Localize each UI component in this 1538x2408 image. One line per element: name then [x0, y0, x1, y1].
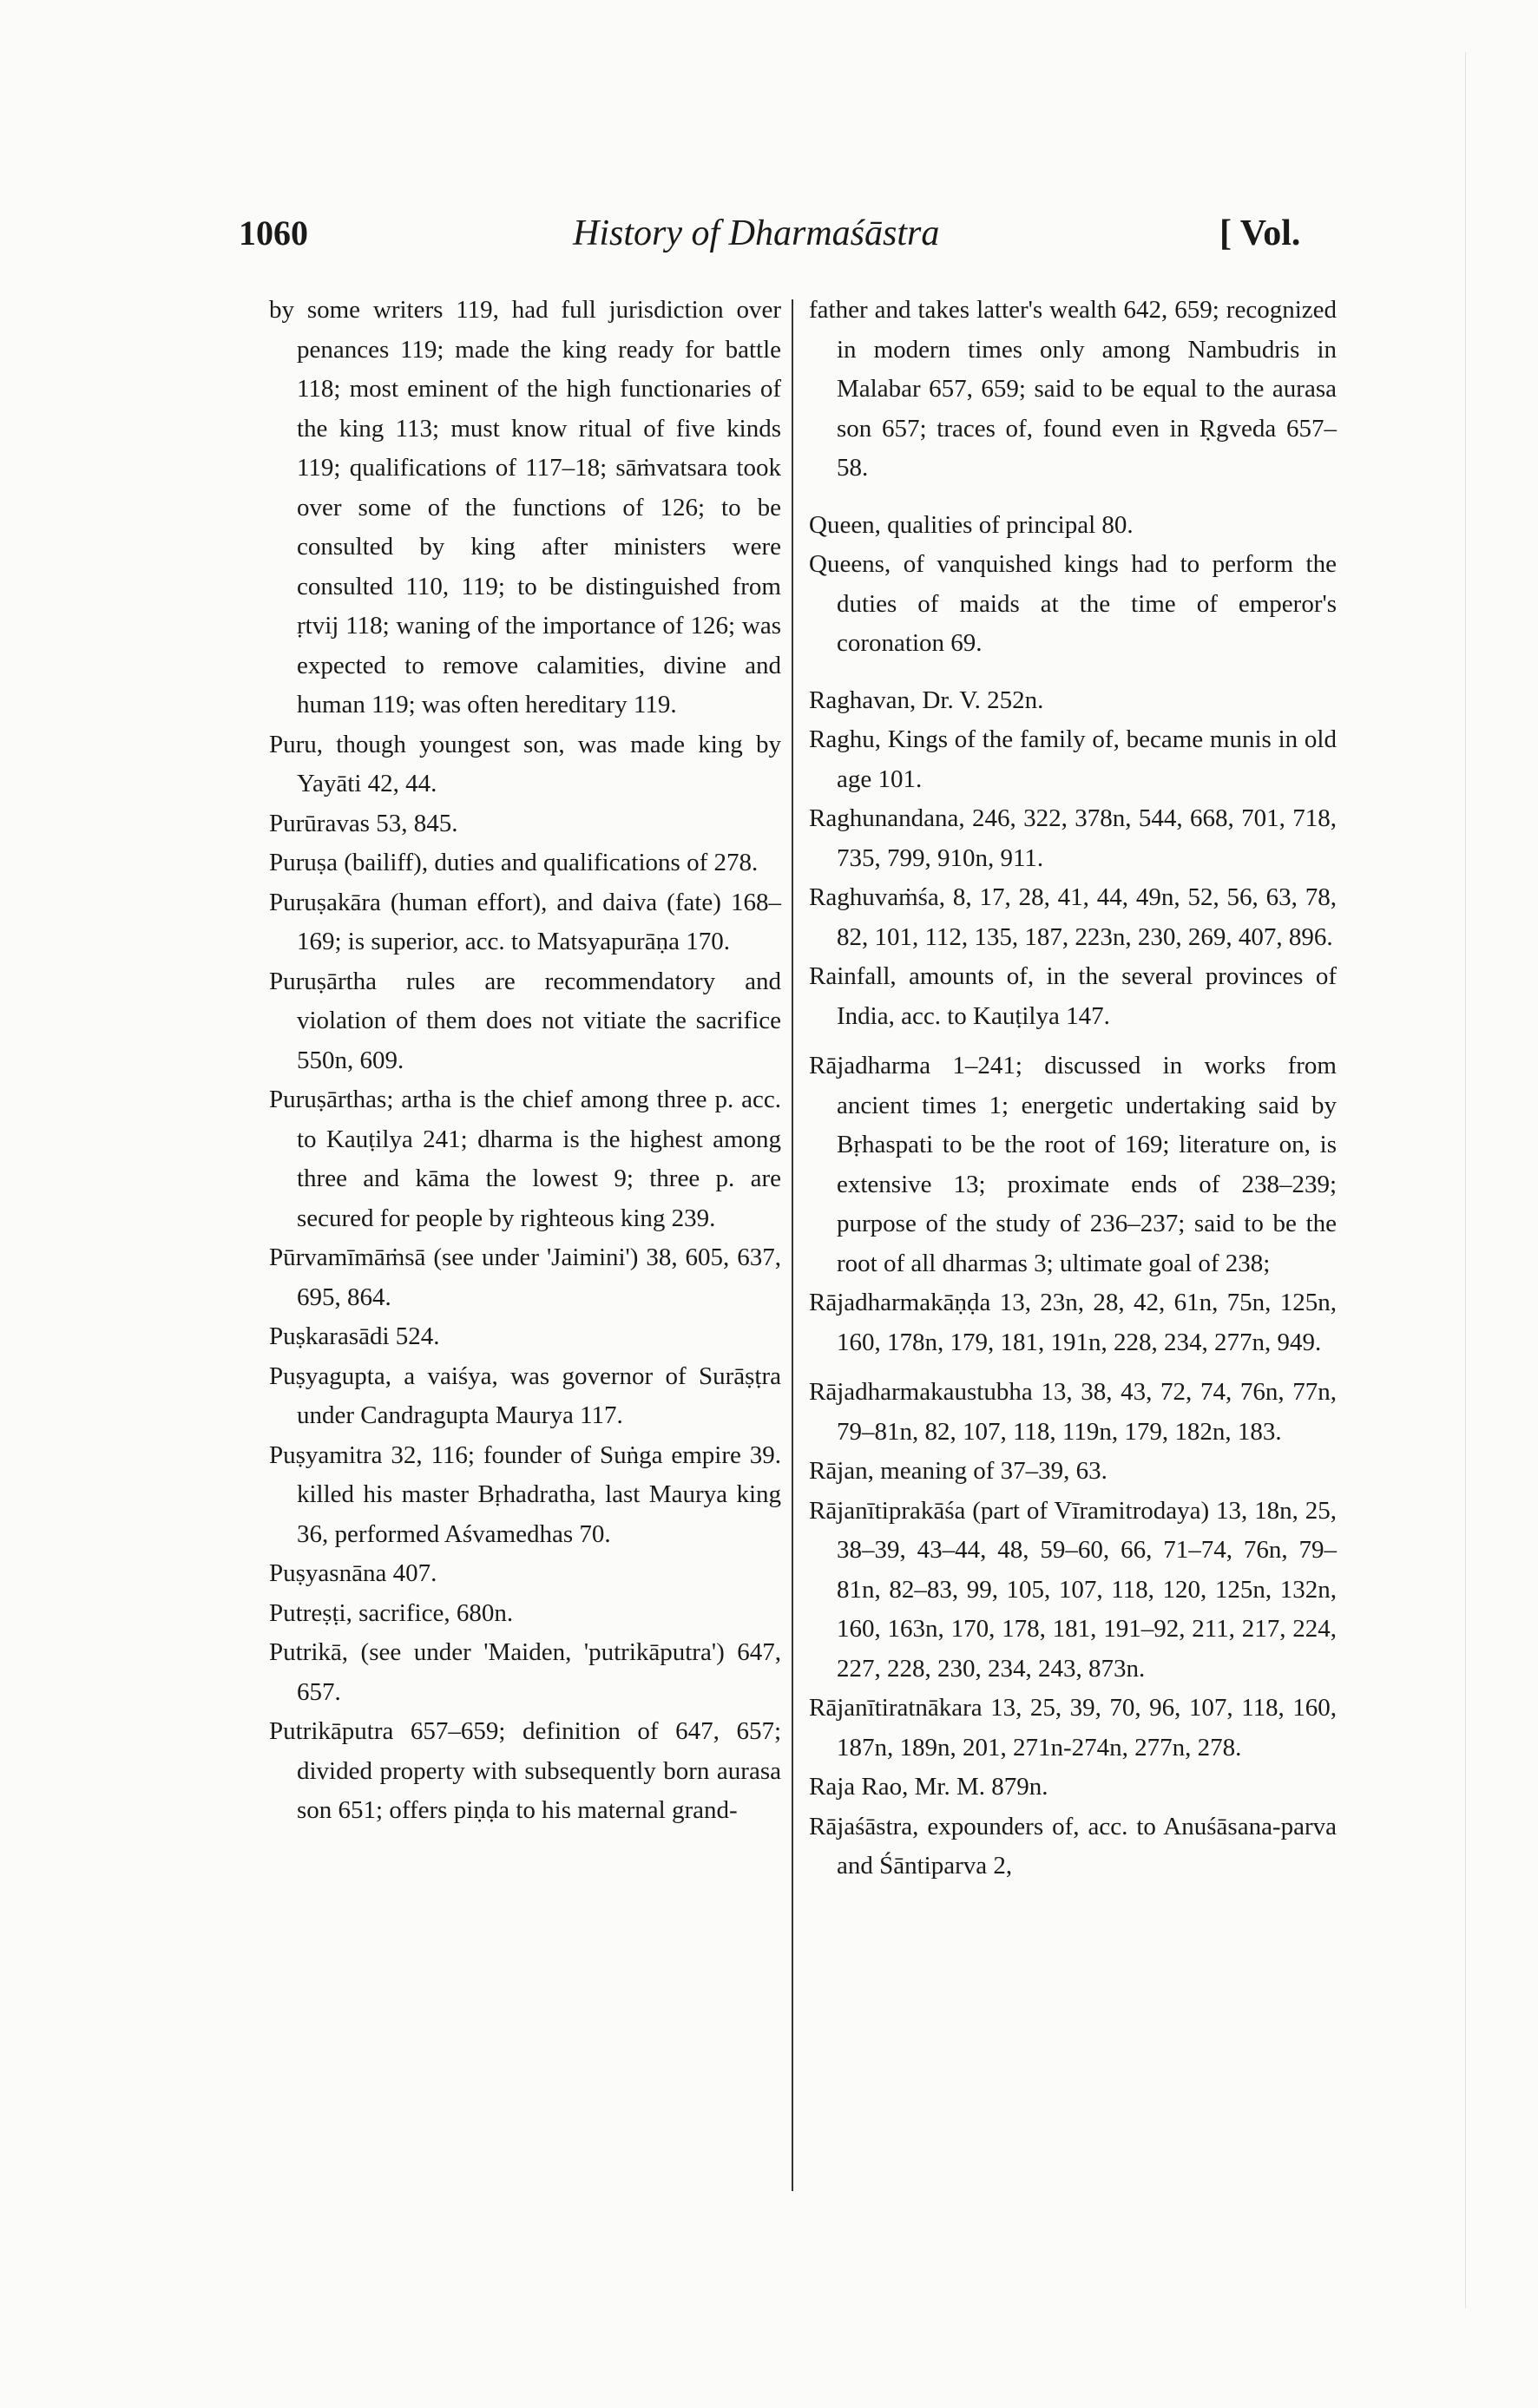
right-column [809, 291, 1337, 1886]
index-entry: Rājadharmakaustubha 13, 38, 43, 72, 74, 76n, 77n, 79–81n, 82, 107, 118, 119n, 179, 182n, 183. [809, 1378, 1337, 1446]
index-entry: Rainfall, amounts of, in the several provinces of India, acc. to Kauṭilya 147. [809, 962, 1337, 1030]
index-entry: Rājanītiprakāśa (part of Vīramitrodaya) 13, 18n, 25, 38–39, 43–44, 48, 59–60, 66, 71–74, 76n, 79–81n, 82–83, 99, 105, 107, 118, 120, 125n, 132n, 160, 163n, 170, 178, 181, 191–92, 211, 217, 224, 227, 228, 230, 234, 243, 873n. [809, 1496, 1337, 1683]
index-entry: Rājadharma 1–241; discussed in works from ancient times 1; energetic undertaking said by Bṛhaspati to be the root of 169; literature on, is extensive 13; proximate ends of 238–239; purpose of the study of 236–237; said to be the root of all dharmas 3; ultimate goal of 238; [809, 1052, 1337, 1277]
index-entry: Puruṣa (bailiff), duties and qualifications of 278. [269, 849, 759, 876]
page-number: 1060 [239, 213, 308, 253]
index-entry: Puru, though youngest son, was made king by Yayāti 42, 44. [269, 730, 781, 797]
index-entry: Raja Rao, Mr. M. 879n. [809, 1773, 1048, 1801]
index-entry: Puṣyasnāna 407. [269, 1559, 437, 1587]
index-entry: Puṣkarasādi 524. [269, 1322, 440, 1350]
index-entry: Puṣyagupta, a vaiśya, was governor of Surāṣṭra under Candragupta Maurya 117. [269, 1361, 781, 1429]
index-entry: Rājan, meaning of 37–39, 63. [809, 1457, 1107, 1485]
running-title: History of Dharmaśāstra [573, 213, 940, 253]
index-entry: Rājadharmakāṇḍa 13, 23n, 28, 42, 61n, 75n, 125n, 160, 178n, 179, 181, 191n, 228, 234, 277n, 949. [809, 1289, 1337, 1356]
index-entry: Rājaśāstra, expounders of, acc. to Anuśāsana-parva and Śāntiparva 2, [809, 1812, 1337, 1880]
left-column [269, 291, 781, 1831]
index-entry: Raghavan, Dr. V. 252n. [809, 686, 1044, 714]
index-entry: father and takes latter's wealth 642, 659; recognized in modern times only among Nambudris in Malabar 657, 659; said to be equal to the aurasa son 657; traces of, found even in Ṛgveda 657–58. [809, 296, 1337, 482]
index-entry: Queen, qualities of principal 80. [809, 510, 1134, 539]
index-entry: by some writers 119, had full jurisdiction over penances 119; made the king ready for battle 118; most eminent of the high functionaries of the king 113; must know ritual of five kinds 119; qualifications of 117–18; sāṁvatsara took over some of the functions of 126; to be consulted by king after ministers were consulted 110, 119; to be distinguished from ṛtvij 118; waning of the importance of 126; was expected to remove calamities, divine and human 119; was often hereditary 119. [269, 296, 781, 718]
index-entry: Pūrvamīmāṁsā (see under 'Jaimini') 38, 605, 637, 695, 864. [269, 1243, 781, 1311]
index-entry: Puruṣārtha rules are recommendatory and violation of them does not vitiate the sacrifice 550n, 609. [269, 967, 781, 1074]
column-divider [792, 299, 793, 2191]
index-entry: Putrikāputra 657–659; definition of 647, 657; divided property with subsequently born aurasa son 651; offers piṇḍa to his maternal grand- [269, 1717, 781, 1824]
index-entry: Putrikā, (see under 'Maiden, 'putrikāputra') 647, 657. [269, 1638, 781, 1706]
scan-margin-line [1465, 52, 1466, 2308]
index-entry: Putreṣṭi, sacrifice, 680n. [269, 1598, 514, 1627]
index-entry: Puruṣārthas; artha is the chief among three p. acc. to Kauṭilya 241; dharma is the highest among three and kāma the lowest 9; three p. are secured for people by righteous king 239. [269, 1086, 781, 1232]
index-entry: Purūravas 53, 845. [269, 809, 458, 837]
index-entry: Puṣyamitra 32, 116; founder of Suṅga empire 39. killed his master Bṛhadratha, last Maurya king 36, performed Aśvamedhas 70. [269, 1440, 781, 1548]
index-entry: Rājanītiratnākara 13, 25, 39, 70, 96, 107, 118, 160, 187n, 189n, 201, 271n-274n, 277n, 278. [809, 1694, 1337, 1762]
index-entry: Raghuvaṁśa, 8, 17, 28, 41, 44, 49n, 52, 56, 63, 78, 82, 101, 112, 135, 187, 223n, 230, 269, 407, 896. [809, 883, 1337, 951]
volume-label: [ Vol. [1219, 213, 1301, 253]
index-entry: Raghu, Kings of the family of, became munis in old age 101. [809, 725, 1337, 793]
index-entry: Puruṣakāra (human effort), and daiva (fate) 168–169; is superior, acc. to Matsyapurāṇa 170. [269, 888, 781, 955]
index-entry: Queens, of vanquished kings had to perform the duties of maids at the time of emperor's coronation 69. [809, 550, 1337, 657]
page-header [0, 213, 1538, 265]
index-entry: Raghunandana, 246, 322, 378n, 544, 668, 701, 718, 735, 799, 910n, 911. [809, 804, 1337, 872]
